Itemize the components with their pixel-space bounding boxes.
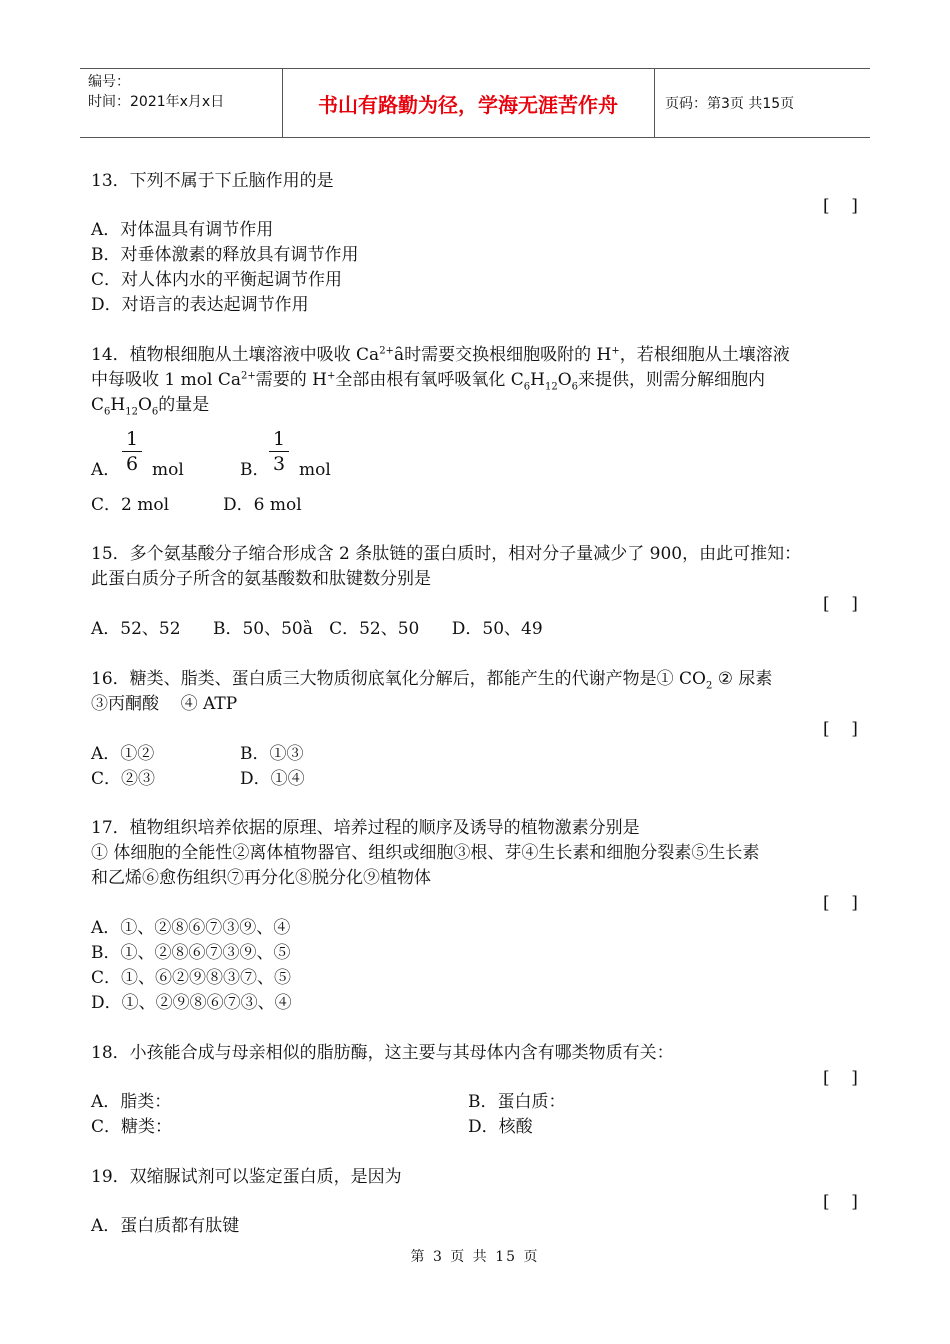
question-13-option-a: A．对体温具有调节作用 (91, 220, 274, 240)
question-17-stem-line-1: 17．植物组织培养依据的原理、培养过程的顺序及诱导的植物激素分别是 (91, 818, 640, 838)
page-header (80, 68, 870, 138)
question-18-option-d: D．核酸 (468, 1117, 533, 1137)
question-14-options-c-d: C．2 mol D．6 mol (91, 495, 302, 515)
question-14-option-a-unit: mol (152, 460, 184, 480)
question-14-stem-line-2: 中每吸收 1 mol $Ca^{2+}$需要的 H+全部由根有氧呼吸氧化 $C_6H_{12}O_6$来提供，则需分解细胞内 (91, 370, 766, 393)
document-number: 编号： (88, 74, 130, 90)
question-13-option-c: C．对人体内水的平衡起调节作用 (91, 270, 343, 290)
question-19-option-a: A．蛋白质都有肽键 (91, 1216, 240, 1236)
question-14-option-b-fraction: 1 3 (269, 428, 289, 475)
question-16-option-a: A．①② (91, 744, 155, 764)
question-18-option-c: C．糖类： (91, 1117, 173, 1137)
question-14-option-b-unit: mol (299, 460, 331, 480)
question-14-option-b-label: B． (240, 460, 270, 480)
question-15-stem-line-2: 此蛋白质分子所含的氨基酸数和肽键数分别是 (91, 569, 431, 589)
question-17-option-c: C．①、⑥②⑨⑧③⑦、⑤ (91, 968, 292, 988)
question-14-option-a-label: A． (91, 460, 121, 480)
question-13-option-d: D．对语言的表达起调节作用 (91, 295, 309, 315)
question-14-stem-line-3: $C_6H_{12}O_6$的量是 (91, 395, 210, 418)
question-18-option-a: A．脂类： (91, 1092, 172, 1112)
question-19-stem: 19．双缩脲试剂可以鉴定蛋白质，是因为 (91, 1167, 402, 1187)
question-15-options: A．52、52 B．50、50ȁ C．52、50 D．50、49 (91, 619, 543, 639)
header-motto: 书山有路勤为径，学海无涯苦作舟 (318, 92, 618, 117)
question-14-stem-line-1: 14．植物根细胞从土壤溶液中吸收 $Ca^{2+}ȃ$时需要交换根细胞吸附的 H+，若根细胞从土壤溶液 (91, 345, 790, 365)
header-divider (654, 69, 655, 137)
question-13-stem: 13．下列不属于下丘脑作用的是 (91, 171, 334, 191)
question-16-stem-line-1: 16．糖类、脂类、蛋白质三大物质彻底氧化分解后，都能产生的代谢产物是① $CO_2$ ② 尿素 (91, 669, 773, 692)
document-date: 时间：2021年x月x日 (88, 94, 225, 110)
question-17-stem-line-3: 和乙烯⑥愈伤组织⑦再分化⑧脱分化⑨植物体 (91, 868, 431, 888)
answer-bracket: [ ] (823, 1192, 858, 1212)
answer-bracket: [ ] (823, 719, 858, 739)
question-17-stem-line-2: ① 体细胞的全能性②离体植物器官、组织或细胞③根、芽④生长素和细胞分裂素⑤生长素 (91, 843, 760, 863)
question-18-stem: 18．小孩能合成与母亲相似的脂肪酶，这主要与其母体内含有哪类物质有关： (91, 1043, 674, 1063)
header-meta (88, 72, 224, 112)
question-16-option-c: C．②③ (91, 769, 156, 789)
question-16-option-d: D．①④ (240, 769, 305, 789)
question-18-option-b: B．蛋白质： (468, 1092, 566, 1112)
question-17-option-b: B．①、②⑧⑥⑦③⑨、⑤ (91, 943, 291, 963)
page-footer: 第 3 页 共 15 页 (410, 1249, 540, 1265)
question-13-option-b: B．对垂体激素的释放具有调节作用 (91, 245, 359, 265)
answer-bracket: [ ] (823, 196, 858, 216)
answer-bracket: [ ] (823, 1068, 858, 1088)
answer-bracket: [ ] (823, 594, 858, 614)
header-page-info: 页码：第3页 共15页 (665, 96, 795, 112)
question-17-option-a: A．①、②⑧⑥⑦③⑨、④ (91, 918, 291, 938)
question-15-stem-line-1: 15．多个氨基酸分子缩合形成含 2 条肽链的蛋白质时，相对分子量减少了 900，由此可推知： (91, 544, 802, 564)
question-17-option-d: D．①、②⑨⑧⑥⑦③、④ (91, 993, 292, 1013)
question-14-option-a-fraction: 1 6 (122, 428, 142, 475)
question-16-stem-line-2: ③丙酮酸 ④ ATP (91, 694, 238, 714)
answer-bracket: [ ] (823, 893, 858, 913)
question-16-option-b: B．①③ (240, 744, 304, 764)
